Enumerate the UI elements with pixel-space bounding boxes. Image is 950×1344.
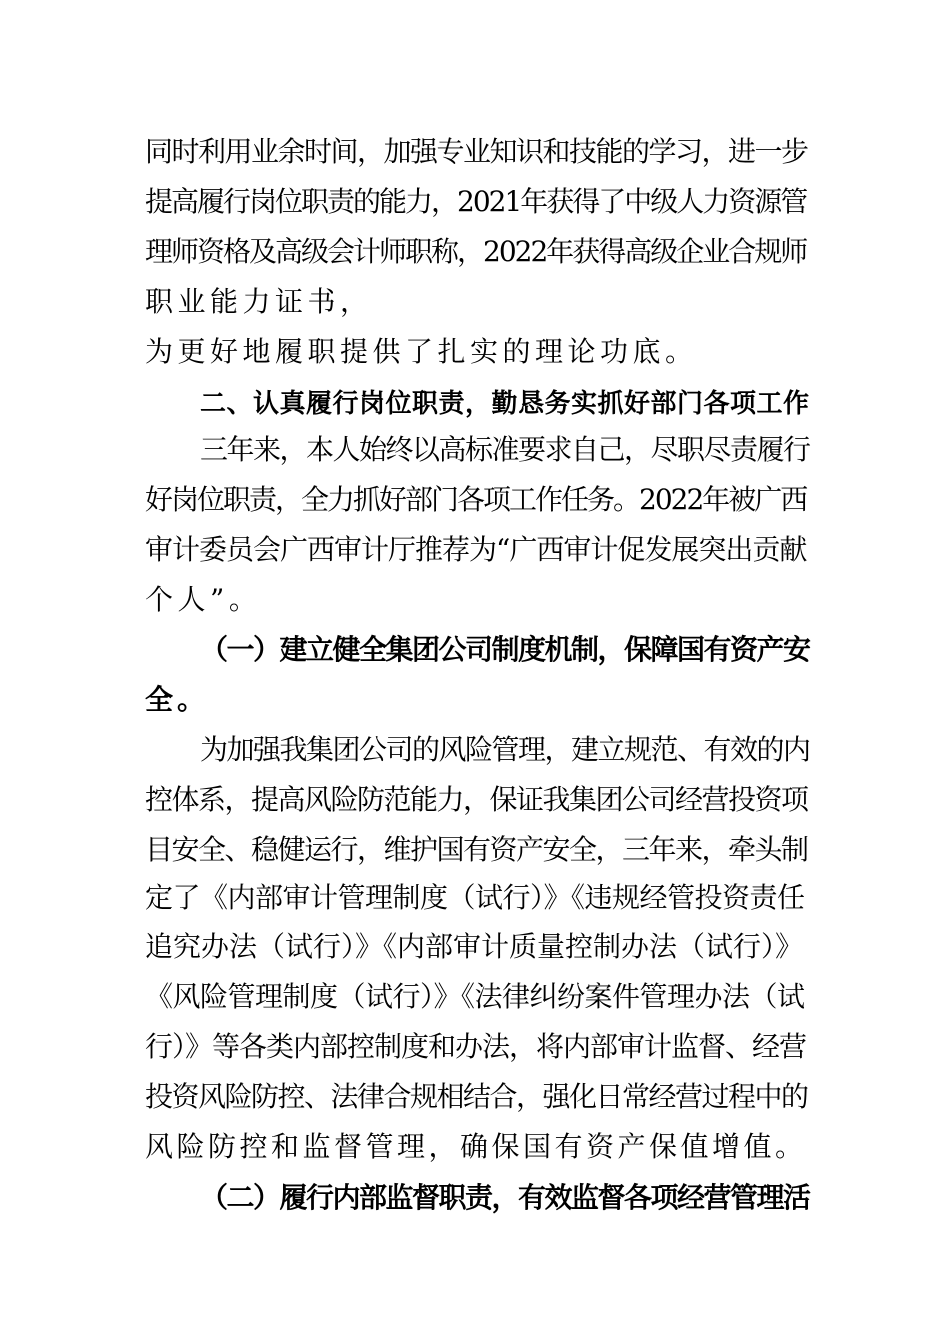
body-line: 审计委员会广西审计厅推荐为“广西审计促发展突出贡献 (145, 533, 807, 566)
subsection-heading-cont: 全。 (145, 683, 210, 716)
body-line: 同时利用业余时间，加强专业知识和技能的学习，进一步 (145, 135, 808, 168)
body-line: 行）》等各类内部控制度和办法，将内部审计监督、经营 (145, 1030, 807, 1063)
body-line: 好岗位职责，全力抓好部门各项工作任务。2022年被广西 (145, 483, 807, 516)
subsection-heading: （二）履行内部监督职责，有效监督各项经营管理活 (200, 1181, 810, 1214)
body-line: 个人”。 (145, 583, 262, 616)
body-line: 理师资格及高级会计师职称，2022年获得高级企业合规师 (145, 235, 807, 268)
body-line: 控体系，提高风险防范能力，保证我集团公司经营投资项 (145, 783, 808, 816)
body-line: 追究办法（试行）》《内部审计质量控制办法（试行）》 (145, 930, 804, 963)
section-heading: 二、认真履行岗位职责，勤恳务实抓好部门各项工作 (200, 389, 810, 419)
body-line: 提高履行岗位职责的能力，2021年获得了中级人力资源管 (145, 185, 807, 218)
body-line: 投资风险防控、法律合规相结合，强化日常经营过程中的 (145, 1080, 808, 1113)
body-line: 目安全、稳健运行，维护国有资产安全，三年来，牵头制 (145, 833, 808, 866)
body-line: 职业能力证书， (145, 285, 373, 318)
body-line: 三年来，本人始终以高标准要求自己，尽职尽责履行 (200, 433, 810, 466)
body-line: 风险防控和监督管理，确保国有资产保值增值。 (145, 1130, 807, 1163)
body-line: 《风险管理制度（试行）》《法律纠纷案件管理办法（试 (145, 980, 805, 1013)
body-line: 为加强我集团公司的风险管理，建立规范、有效的内 (200, 733, 810, 766)
body-line: 为更好地履职提供了扎实的理论功底。 (145, 335, 698, 368)
body-line: 定了《内部审计管理制度（试行）》《违规经管投资责任 (145, 881, 805, 914)
subsection-heading: （一）建立健全集团公司制度机制，保障国有资产安 (200, 633, 810, 666)
